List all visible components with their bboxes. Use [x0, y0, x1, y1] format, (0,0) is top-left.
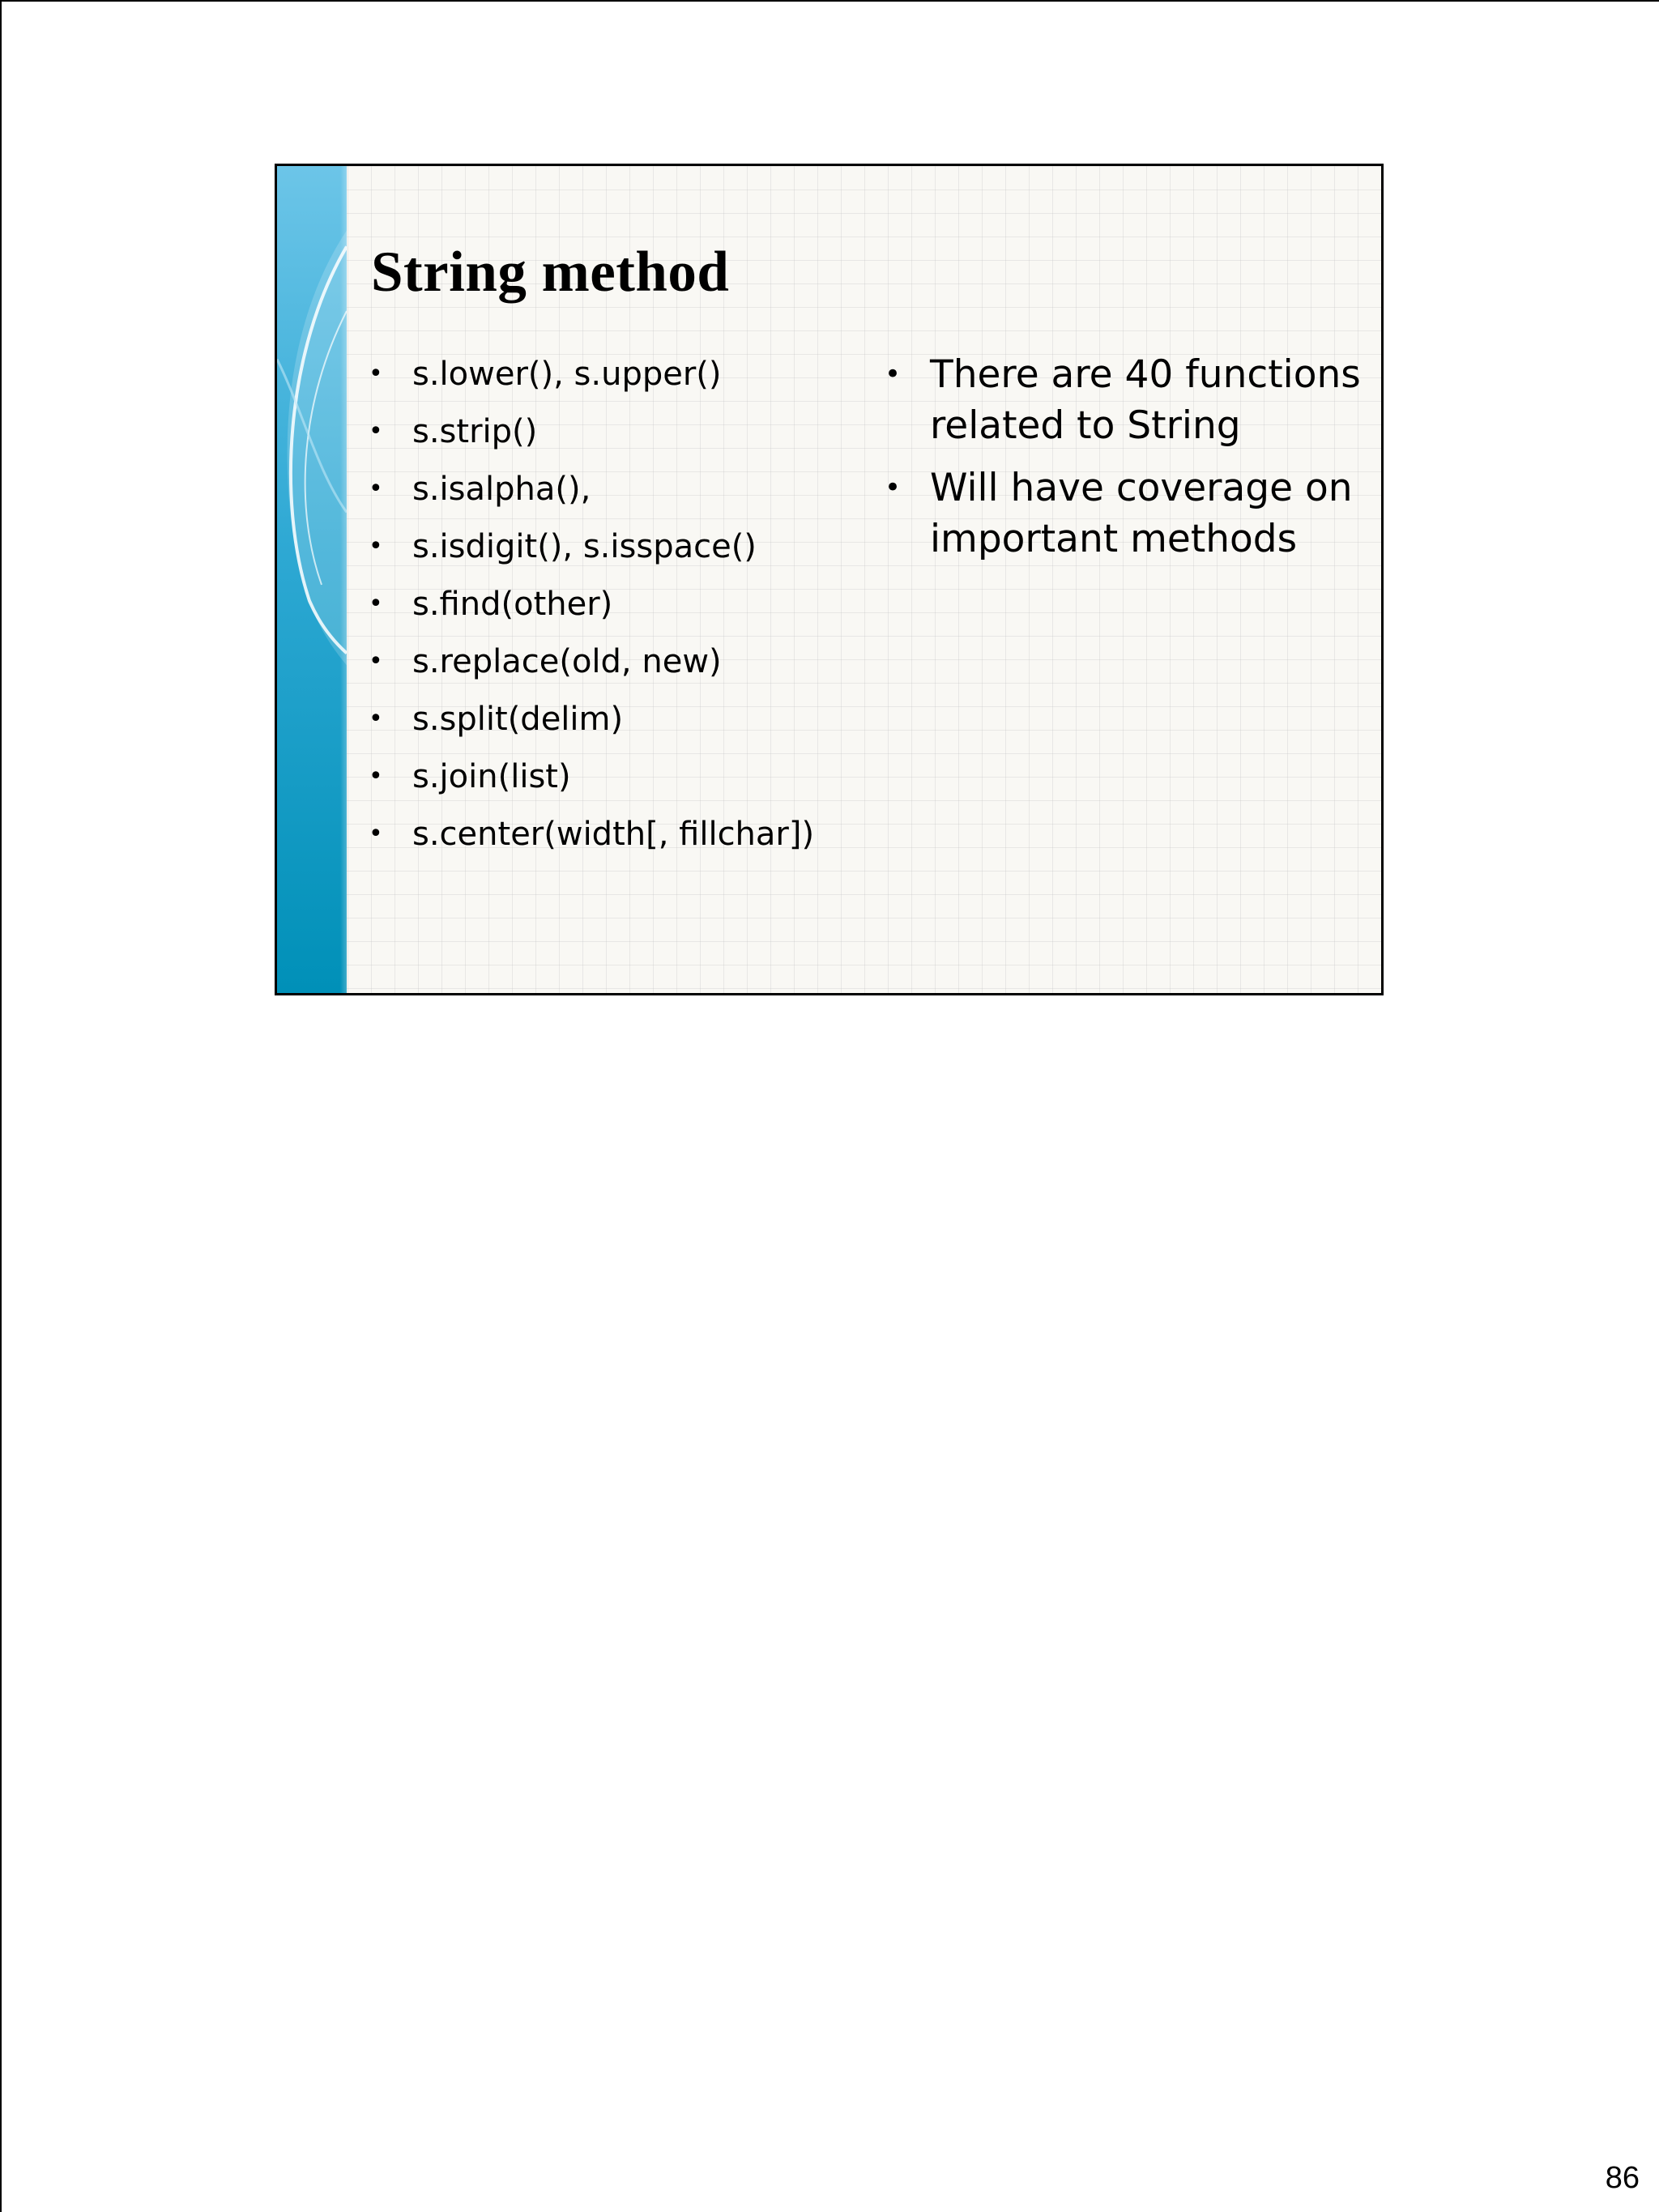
- list-item: [885, 349, 1367, 451]
- bullet-glyph: •: [885, 471, 902, 504]
- slide-title: String method: [371, 241, 730, 304]
- bullet-glyph: •: [369, 820, 383, 848]
- method-list: [369, 352, 834, 869]
- list-item-text: s.center(width[, fillchar]): [412, 816, 815, 853]
- list-item: [369, 467, 834, 512]
- list-item: [369, 352, 834, 397]
- bullet-glyph: •: [369, 417, 383, 445]
- list-item: [369, 409, 834, 454]
- list-item-text: s.lower(), s.upper(): [412, 356, 722, 393]
- list-item: [369, 524, 834, 569]
- page-number: 86: [1605, 2161, 1640, 2195]
- list-item-text: s.split(delim): [412, 701, 624, 738]
- bullet-glyph: •: [369, 360, 383, 388]
- bullet-glyph: •: [369, 647, 383, 676]
- list-item-text: There are 40 functions related to String: [930, 352, 1361, 448]
- list-item-text: s.join(list): [412, 758, 571, 795]
- bullet-glyph: •: [369, 532, 383, 560]
- list-item: [369, 697, 834, 742]
- bullet-glyph: •: [369, 590, 383, 618]
- slide: [275, 164, 1384, 995]
- bullet-glyph: •: [885, 358, 902, 390]
- list-item: [369, 639, 834, 684]
- bullet-glyph: •: [369, 475, 383, 503]
- list-item-text: s.isalpha(),: [412, 471, 591, 508]
- list-item: [369, 812, 834, 857]
- list-item-text: s.replace(old, new): [412, 643, 722, 680]
- list-item-text: s.find(other): [412, 586, 613, 623]
- list-item-text: s.strip(): [412, 413, 538, 450]
- notes-list: [885, 349, 1367, 576]
- list-item: [369, 754, 834, 799]
- decorative-swirl-band: [277, 166, 347, 993]
- bullet-glyph: •: [369, 705, 383, 733]
- list-item: [369, 582, 834, 627]
- list-item: [885, 462, 1367, 565]
- bullet-glyph: •: [369, 762, 383, 791]
- list-item-text: Will have coverage on important methods: [930, 466, 1353, 561]
- list-item-text: s.isdigit(), s.isspace(): [412, 528, 757, 565]
